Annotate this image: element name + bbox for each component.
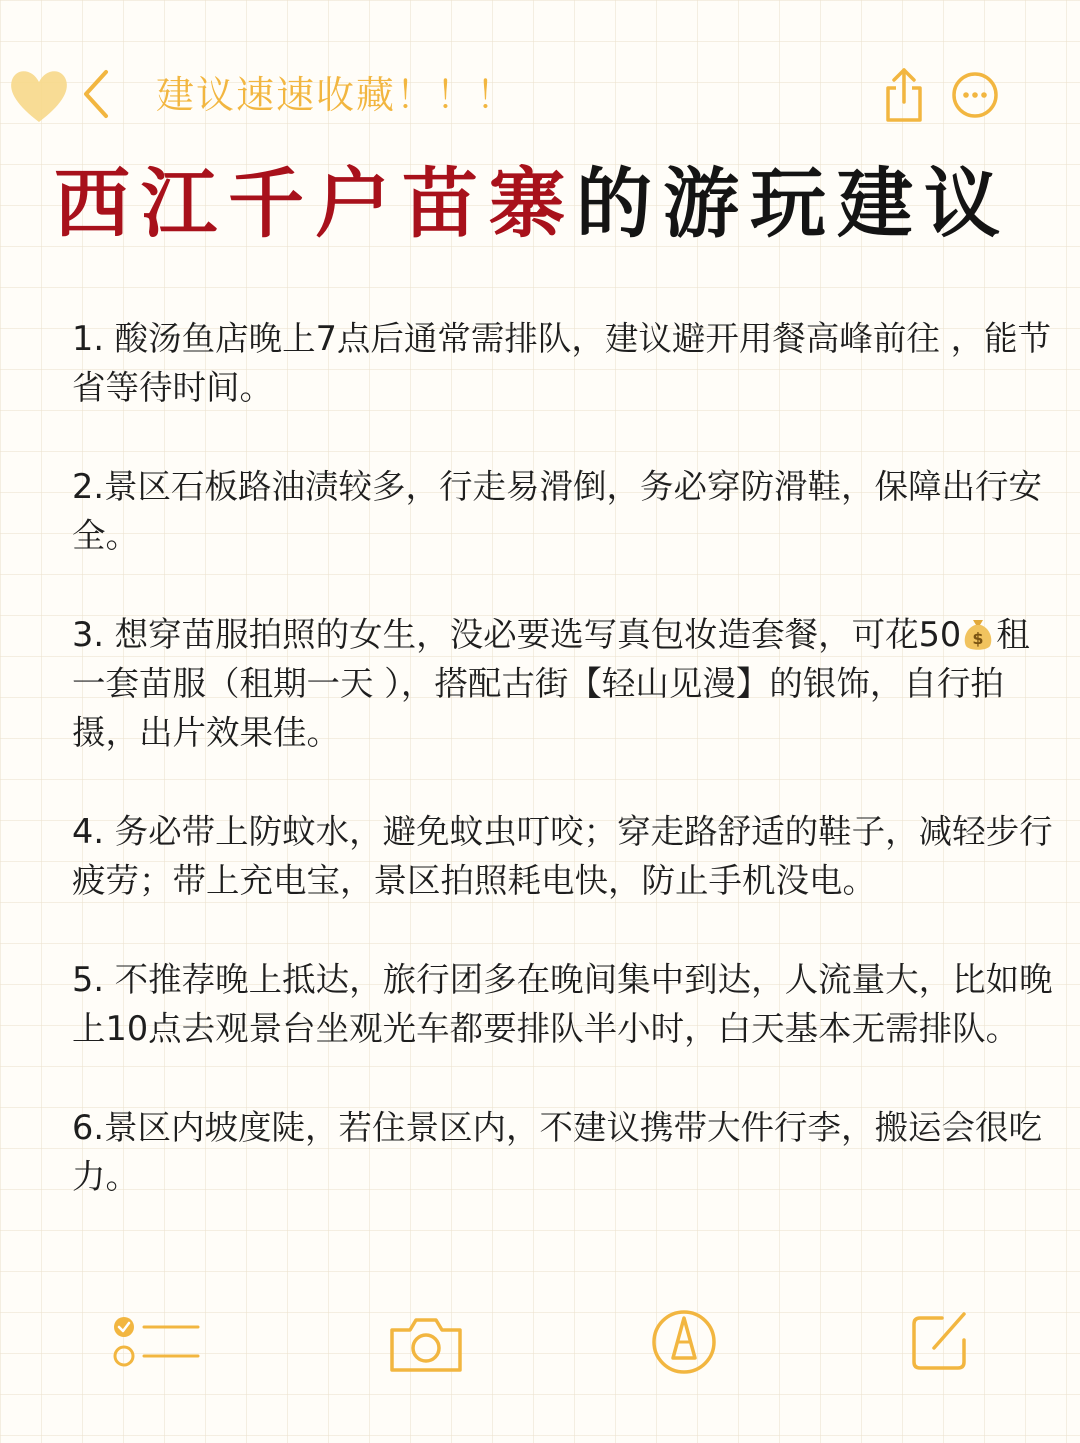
tip-item: 4. 务必带上防蚊水，避免蚊虫叮咬；穿走路舒适的鞋子，减轻步行疲劳；带上充电宝，景区拍照耗电快，防止手机没电。 — [72, 812, 1053, 900]
camera-button[interactable] — [386, 1314, 466, 1374]
chevron-left-icon — [76, 66, 120, 122]
tip-text: 租一套苗服（租期一天 ），搭配古街【轻山见漫】的银饰，自行拍摄，出片效果佳。 — [72, 615, 1030, 752]
bottom-toolbar — [0, 1300, 1080, 1400]
headline-place: 西江千户苗寨 — [54, 159, 576, 248]
tip-item — [72, 610, 1062, 757]
heart-icon — [6, 62, 72, 128]
note-title: 建议速速收藏！！！ — [156, 73, 517, 117]
checklist-button[interactable] — [110, 1312, 202, 1374]
money-bag-icon — [961, 612, 995, 652]
tip-item: 6.景区内坡度陡，若住景区内，不建议携带大件行李，搬运会很吃力。 — [72, 1108, 1042, 1196]
tip-item: 5. 不推荐晚上抵达，旅行团多在晚间集中到达，人流量大，比如晚上10点去观景台坐观光车都要排队半小时，白天基本无需排队。 — [72, 960, 1053, 1048]
checklist-icon — [110, 1312, 202, 1374]
markup-icon — [650, 1308, 718, 1376]
tip-item: 1. 酸汤鱼店晚上7点后通常需排队，建议避开用餐高峰前往 ，能节省等待时间。 — [72, 319, 1052, 407]
headline — [54, 156, 1044, 252]
compose-button[interactable] — [906, 1308, 974, 1376]
compose-icon — [906, 1308, 974, 1376]
back-button[interactable] — [76, 66, 120, 122]
camera-icon — [386, 1314, 466, 1374]
share-icon — [880, 66, 928, 124]
tip-item: 2.景区石板路油渍较多，行走易滑倒，务必穿防滑鞋，保障出行安全。 — [72, 467, 1042, 555]
more-button[interactable] — [950, 70, 1000, 120]
tips-list — [72, 314, 1062, 1201]
nav-bar — [0, 0, 1080, 150]
tip-text: 3. 想穿苗服拍照的女生，没必要选写真包妆造套餐，可花50 — [72, 615, 962, 654]
markup-button[interactable] — [650, 1308, 718, 1376]
svg-text:$: $ — [972, 629, 984, 648]
more-icon — [950, 70, 1000, 120]
share-button[interactable] — [880, 66, 928, 124]
headline-suffix: 的游玩建议 — [576, 159, 1011, 248]
